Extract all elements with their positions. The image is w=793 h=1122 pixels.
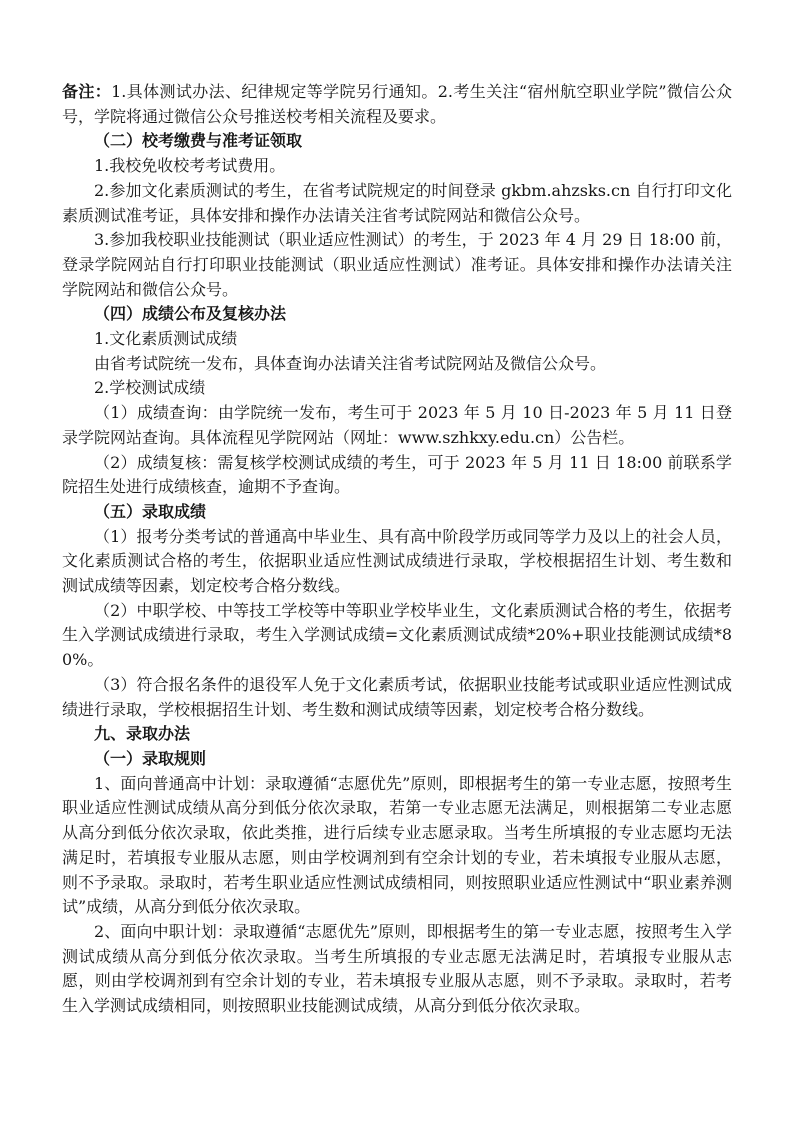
section-heading-2: （二）校考缴费与准考证领取 [94, 131, 303, 151]
paragraph: 1.文化素质测试成绩 [94, 329, 238, 349]
paragraph: （1）成绩查询：由学院统一发布，考生可于 2023 年 5 月 10 日-2023 年 5 月 11 日登录学院网站查询。具体流程见学院网站（网址：www.szhkxy.edu.cn）公告栏。 [62, 403, 732, 447]
paragraph: 1、面向普通高中计划：录取遵循“志愿优先”原则，即根据考生的第一专业志愿，按照考生职业适应性测试成绩从高分到低分依次录取，若第一专业志愿无法满足，则根据第二专业志愿从高分到低分依次录取，依此类推，进行后续专业志愿录取。当考生所填报的专业志愿均无法满足时，若填报专业服从志愿，则由学校调剂到有空余计划的专业，若未填报专业服从志愿，则不予录取。录取时，若考生职业适应性测试成绩相同，则按照职业适应性测试中“职业素养测试”成绩，从高分到低分依次录取。 [62, 773, 732, 917]
paragraph: 2.参加文化素质测试的考生，在省考试院规定的时间登录 gkbm.ahzsks.cn 自行打印文化素质测试准考证，具体安排和操作办法请关注省考试院网站和微信公众号。 [62, 180, 732, 225]
section-heading-5: （五）录取成绩 [94, 501, 207, 521]
note-label: 备注： [62, 82, 112, 101]
paragraph: 2.学校测试成绩 [94, 378, 206, 398]
paragraph: 由省考试院统一发布，具体查询办法请关注省考试院网站及微信公众号。 [94, 353, 607, 373]
paragraph: （2）成绩复核：需复核学校测试成绩的考生，可于 2023 年 5 月 11 日 18:00 前联系学院招生处进行成绩核查，逾期不予查询。 [62, 452, 732, 497]
paragraph: （1）报考分类考试的普通高中毕业生、具有高中阶段学历或同等学力及以上的社会人员，文化素质测试合格的考生，依据职业适应性测试成绩进行录取，学校根据招生计划、考生数和测试成绩等因素，划定校考合格分数线。 [62, 526, 732, 596]
note-paragraph [62, 80, 732, 129]
paragraph: 3.参加我校职业技能测试（职业适应性测试）的考生，于 2023 年 4 月 29 日 18:00 前，登录学院网站自行打印职业技能测试（职业适应性测试）准考证。具体安排和操作办法请关注学院网站和微信公众号。 [62, 230, 732, 299]
paragraph: 1.我校免收校考考试费用。 [94, 156, 286, 176]
section-heading-4: （四）成绩公布及复核办法 [94, 304, 287, 324]
note-text: 1.具体测试办法、纪律规定等学院另行通知。2.考生关注“宿州航空职业学院”微信公众号，学院将通过微信公众号推送校考相关流程及要求。 [62, 82, 732, 126]
paragraph: （3）符合报名条件的退役军人免于文化素质考试，依据职业技能考试或职业适应性测试成绩进行录取，学校根据招生计划、考生数和测试成绩等因素，划定校考合格分数线。 [62, 674, 732, 719]
section-heading-9: 九、录取办法 [94, 724, 191, 744]
document-body [62, 80, 732, 1019]
paragraph: （2）中职学校、中等技工学校等中等职业学校毕业生，文化素质测试合格的考生，依据考生入学测试成绩进行录取，考生入学测试成绩=文化素质测试成绩*20%+职业技能测试成绩*80%。 [62, 600, 732, 670]
section-heading-9-1: （一）录取规则 [94, 748, 207, 768]
paragraph: 2、面向中职计划：录取遵循“志愿优先”原则，即根据考生的第一专业志愿，按照考生入学测试成绩从高分到低分依次录取。当考生所填报的专业志愿无法满足时，若填报专业服从志愿，则由学校调剂到有空余计划的专业，若未填报专业服从志愿，则不予录取。录取时，若考生入学测试成绩相同，则按照职业技能测试成绩，从高分到低分依次录取。 [62, 921, 732, 1016]
